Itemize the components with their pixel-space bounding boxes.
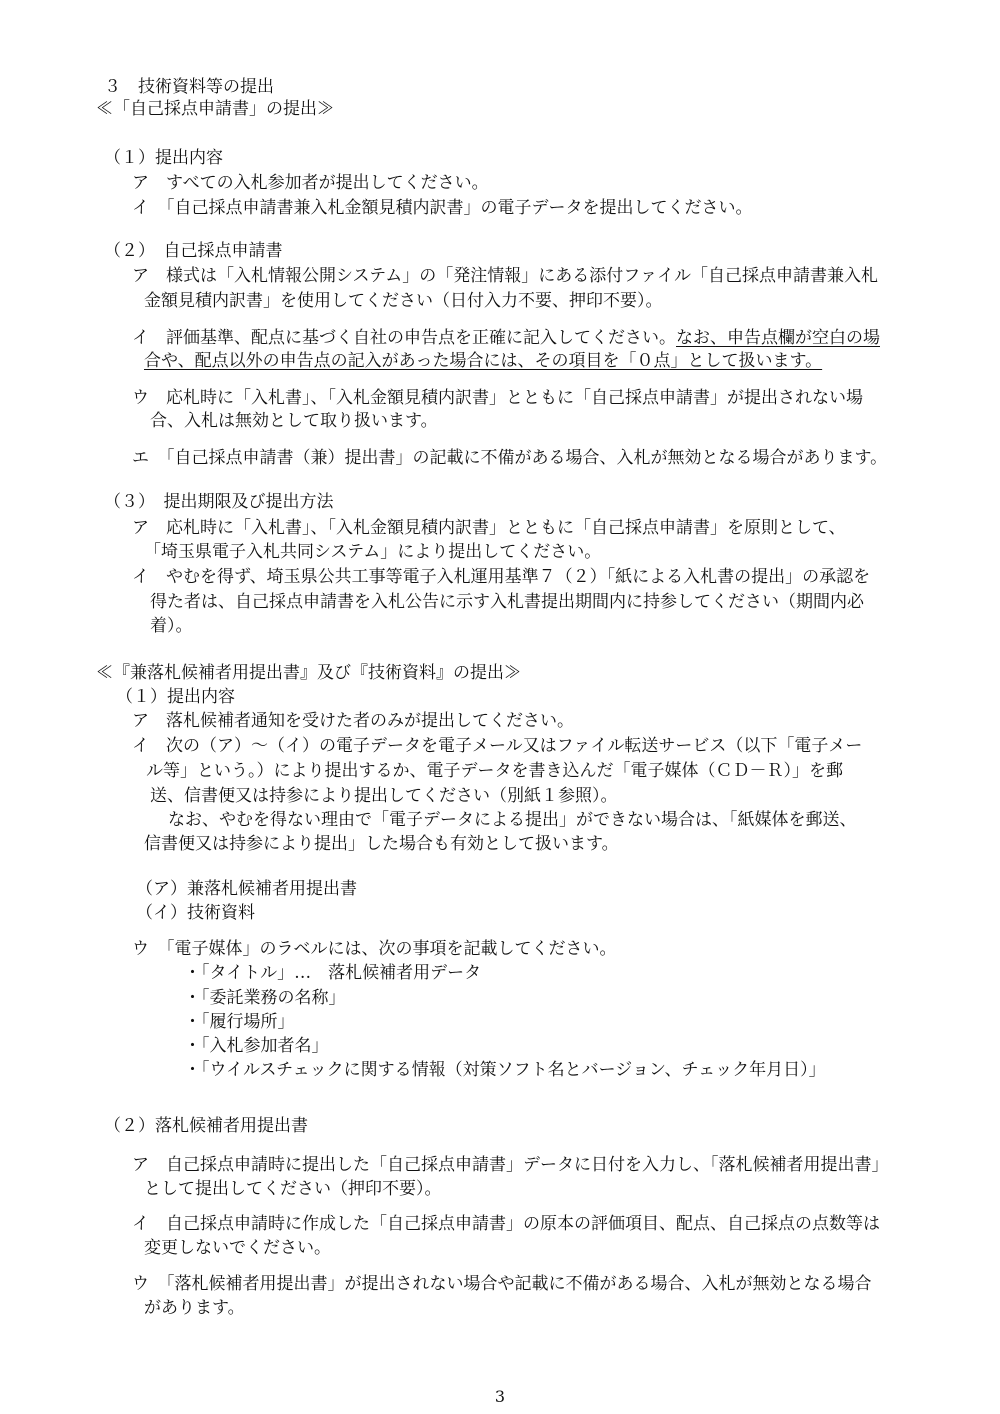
- line-text: イ 評価基準、配点に基づく自社の申告点を正確に記入してください。: [132, 328, 676, 348]
- line-text: 得た者は、自己採点申請書を入札公告に示す入札書提出期間内に持参してください（期間内必: [150, 592, 864, 612]
- line-text: ・「入札参加者名」: [184, 1036, 329, 1056]
- section-heading: [104, 240, 283, 262]
- section-heading: [104, 491, 334, 513]
- line-text: ・「タイトル」… 落札候補者用データ: [184, 963, 482, 983]
- text-line: [184, 987, 346, 1009]
- section-heading: [104, 147, 223, 169]
- text-line: [132, 172, 489, 194]
- line-text: ア すべての入札参加者が提出してください。: [132, 173, 489, 193]
- text-line: [136, 902, 255, 924]
- text-line: [144, 350, 822, 372]
- line-text: ≪『兼落札候補者用提出書』及び『技術資料』の提出≫: [96, 663, 521, 683]
- line-text: なお、やむを得ない理由で「電子データによる提出」ができない場合は、「紙媒体を郵送、: [168, 810, 857, 830]
- line-text: 着）。: [150, 616, 193, 636]
- text-line: [132, 265, 878, 287]
- line-text: があります。: [144, 1298, 245, 1318]
- line-text: として提出してください（押印不要）。: [144, 1179, 442, 1199]
- line-text: ・「履行場所」: [184, 1012, 295, 1032]
- text-line: [146, 760, 843, 782]
- text-line: [132, 387, 863, 409]
- line-text: ・「ウイルスチェックに関する情報（対策ソフト名とバージョン、チェック年月日）」: [184, 1060, 826, 1080]
- text-line: [184, 1059, 826, 1081]
- line-text: ウ 「落札候補者用提出書」が提出されない場合や記載に不備がある場合、入札が無効となる場合: [132, 1274, 872, 1294]
- text-line: [132, 1273, 872, 1295]
- section-heading: [104, 1115, 308, 1137]
- text-line: [150, 785, 618, 807]
- line-text: ア 自己採点申請時に提出した「自己採点申請書」データに日付を入力し、「落札候補者用提出書」: [132, 1155, 889, 1175]
- text-line: [132, 517, 846, 539]
- text-line: [96, 662, 521, 684]
- text-line: [132, 327, 880, 349]
- text-line: [132, 197, 753, 219]
- text-line: [144, 1237, 331, 1259]
- line-text: ウ 「電子媒体」のラベルには、次の事項を記載してください。: [132, 939, 617, 959]
- text-line: [144, 1178, 442, 1200]
- text-line: [136, 878, 357, 900]
- line-text: ・「委託業務の名称」: [184, 988, 346, 1008]
- text-line: [132, 1213, 880, 1235]
- section-heading: [116, 686, 235, 708]
- line-text: エ 「自己採点申請書（兼）提出書」の記載に不備がある場合、入札が無効となる場合があります。: [132, 448, 888, 468]
- line-text: 変更しないでください。: [144, 1238, 331, 1258]
- text-line: [132, 447, 887, 469]
- text-line: [184, 1011, 295, 1033]
- page-number: 3: [494, 1387, 506, 1406]
- underlined-text: なお、申告点欄が空白の場: [676, 328, 880, 348]
- text-line: [184, 1035, 329, 1057]
- line-text: イ やむを得ず、埼玉県公共工事等電子入札運用基準７（２）「紙による入札書の提出」の承認を: [132, 567, 871, 587]
- line-text: （１）提出内容: [104, 148, 223, 168]
- line-text: 信書便又は持参により提出」した場合も有効として扱います。: [144, 834, 619, 854]
- text-line: [132, 710, 574, 732]
- text-line: [150, 410, 438, 432]
- line-text: （２） 自己採点申請書: [104, 241, 283, 261]
- line-text: 送、信書便又は持参により提出してください（別紙１参照）。: [150, 786, 618, 806]
- line-text: イ 次の（ア）～（イ）の電子データを電子メール又はファイル転送サービス（以下「電子メー: [132, 736, 863, 756]
- section-heading: [104, 76, 274, 98]
- line-text: 合、入札は無効として取り扱います。: [150, 411, 438, 431]
- text-line: [168, 809, 857, 831]
- line-text: 「埼玉県電子入札共同システム」により提出してください。: [144, 542, 602, 562]
- text-line: [144, 1297, 245, 1319]
- text-line: [144, 290, 663, 312]
- text-line: [132, 735, 862, 757]
- line-text: （２）落札候補者用提出書: [104, 1116, 308, 1136]
- text-line: [150, 615, 193, 637]
- line-text: ≪「自己採点申請書」の提出≫: [96, 99, 334, 119]
- line-text: ア 落札候補者通知を受けた者のみが提出してください。: [132, 711, 574, 731]
- line-text: イ 「自己採点申請書兼入札金額見積内訳書」の電子データを提出してください。: [132, 198, 753, 218]
- text-line: [132, 566, 870, 588]
- text-line: [144, 833, 619, 855]
- text-line: [150, 591, 864, 613]
- line-text: ３ 技術資料等の提出: [104, 77, 274, 97]
- line-text: （１）提出内容: [116, 687, 235, 707]
- line-text: ア 応札時に「入札書」、「入札金額見積内訳書」とともに「自己採点申請書」を原則として、: [132, 518, 846, 538]
- line-text: 金額見積内訳書」を使用してください（日付入力不要、押印不要）。: [144, 291, 663, 311]
- line-text: （イ）技術資料: [136, 903, 255, 923]
- line-text: イ 自己採点申請時に作成した「自己採点申請書」の原本の評価項目、配点、自己採点の点数等は: [132, 1214, 880, 1234]
- line-text: ウ 応札時に「入札書」、「入札金額見積内訳書」とともに「自己採点申請書」が提出されない場: [132, 388, 863, 408]
- text-line: [144, 541, 601, 563]
- text-line: [132, 938, 617, 960]
- line-text: ル等」という。）により提出するか、電子データを書き込んだ「電子媒体（ＣＤ－Ｒ）」を郵: [146, 761, 843, 781]
- underlined-text: 合や、配点以外の申告点の記入があった場合には、その項目を「０点」として扱います。: [144, 351, 823, 371]
- line-text: （３） 提出期限及び提出方法: [104, 492, 334, 512]
- line-text: ア 様式は「入札情報公開システム」の「発注情報」にある添付ファイル「自己採点申請書兼入札: [132, 266, 878, 286]
- line-text: （ア）兼落札候補者用提出書: [136, 879, 357, 899]
- text-line: [132, 1154, 889, 1176]
- text-line: [184, 962, 481, 984]
- text-line: [96, 98, 334, 120]
